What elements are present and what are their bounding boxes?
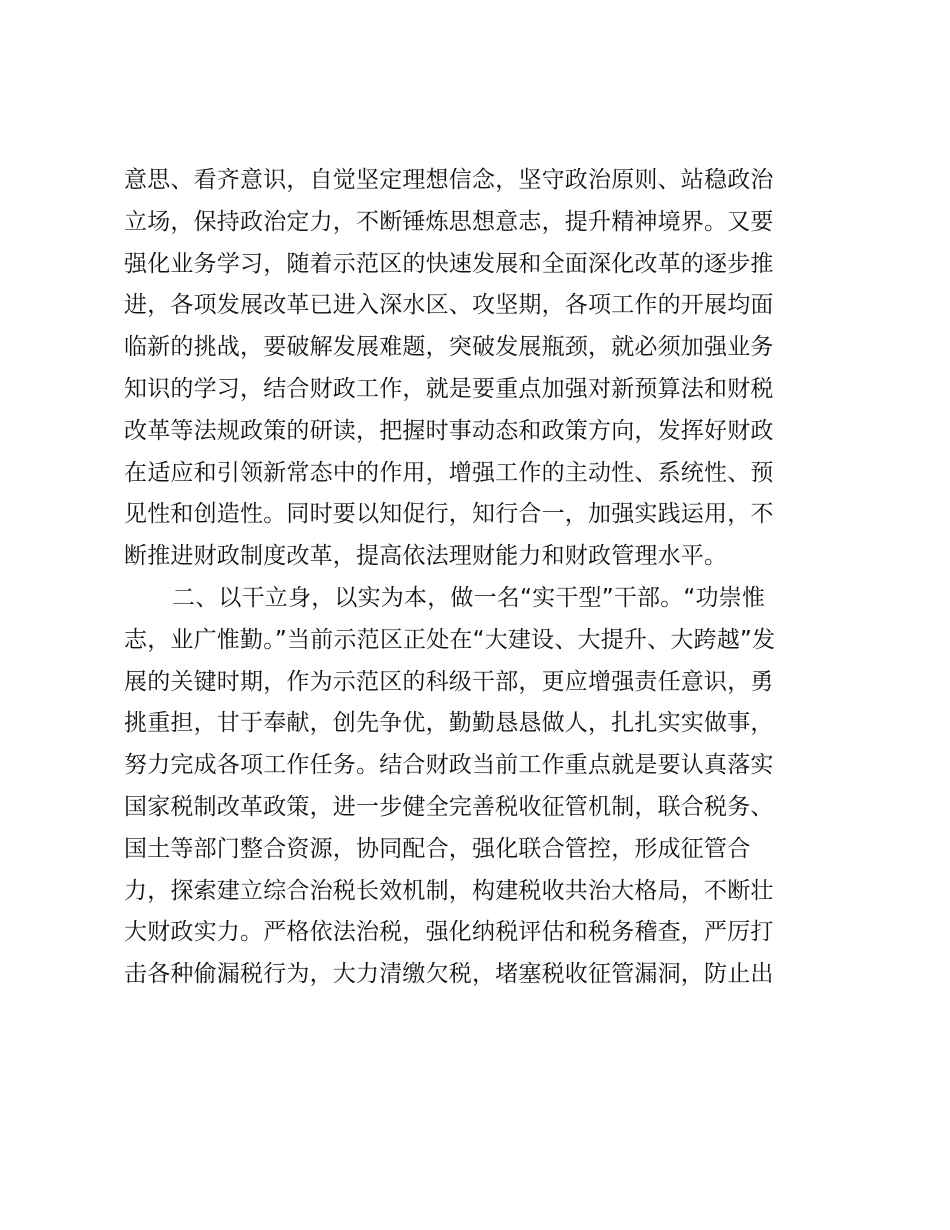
text-line: 国家税制改革政策，进一步健全完善税收征管机制，联合税务、 [124, 793, 774, 820]
text-line: 断推进财政制度改革，提高依法理财能力和财政管理水平。 [124, 543, 728, 570]
text-line: 见性和创造性。同时要以知促行，知行合一，加强实践运用，不 [124, 501, 774, 528]
text-line: 展的关键时期，作为示范区的科级干部，更应增强责任意识，勇 [124, 668, 774, 695]
text-line: 进，各项发展改革已进入深水区、攻坚期，各项工作的开展均面 [124, 292, 774, 319]
paragraph-start-line: 二、以干立身，以实为本，做一名“实干型”干部。“功崇惟 [172, 584, 766, 611]
text-line: 挑重担，甘于奉献，创先争优，勤勤恳恳做人，扎扎实实做事， [124, 710, 774, 737]
text-line: 知识的学习，结合财政工作，就是要重点加强对新预算法和财税 [124, 375, 774, 402]
text-line: 立场，保持政治定力，不断锤炼思想意志，提升精神境界。又要 [124, 208, 774, 235]
text-line: 改革等法规政策的研读，把握时事动态和政策方向，发挥好财政 [124, 417, 774, 444]
text-line: 临新的挑战，要破解发展难题，突破发展瓶颈，就必须加强业务 [124, 334, 774, 361]
text-line: 大财政实力。严格依法治税，强化纳税评估和税务稽查，严厉打 [124, 919, 774, 946]
text-line: 力，探索建立综合治税长效机制，构建税收共治大格局，不断壮 [124, 877, 774, 904]
text-line: 强化业务学习，随着示范区的快速发展和全面深化改革的逐步推 [124, 250, 774, 277]
document-body [124, 160, 834, 996]
text-line: 在适应和引领新常态中的作用，增强工作的主动性、系统性、预 [124, 459, 774, 486]
text-line: 击各种偷漏税行为，大力清缴欠税，堵塞税收征管漏洞，防止出 [124, 961, 774, 988]
text-line: 志，业广惟勤。”当前示范区正处在“大建设、大提升、大跨越”发 [124, 626, 776, 653]
text-line: 国土等部门整合资源，协同配合，强化联合管控，形成征管合 [124, 835, 751, 862]
text-line: 努力完成各项工作任务。结合财政当前工作重点就是要认真落实 [124, 752, 774, 779]
text-line: 意思、看齐意识，自觉坚定理想信念，坚守政治原则、站稳政治 [124, 167, 774, 193]
